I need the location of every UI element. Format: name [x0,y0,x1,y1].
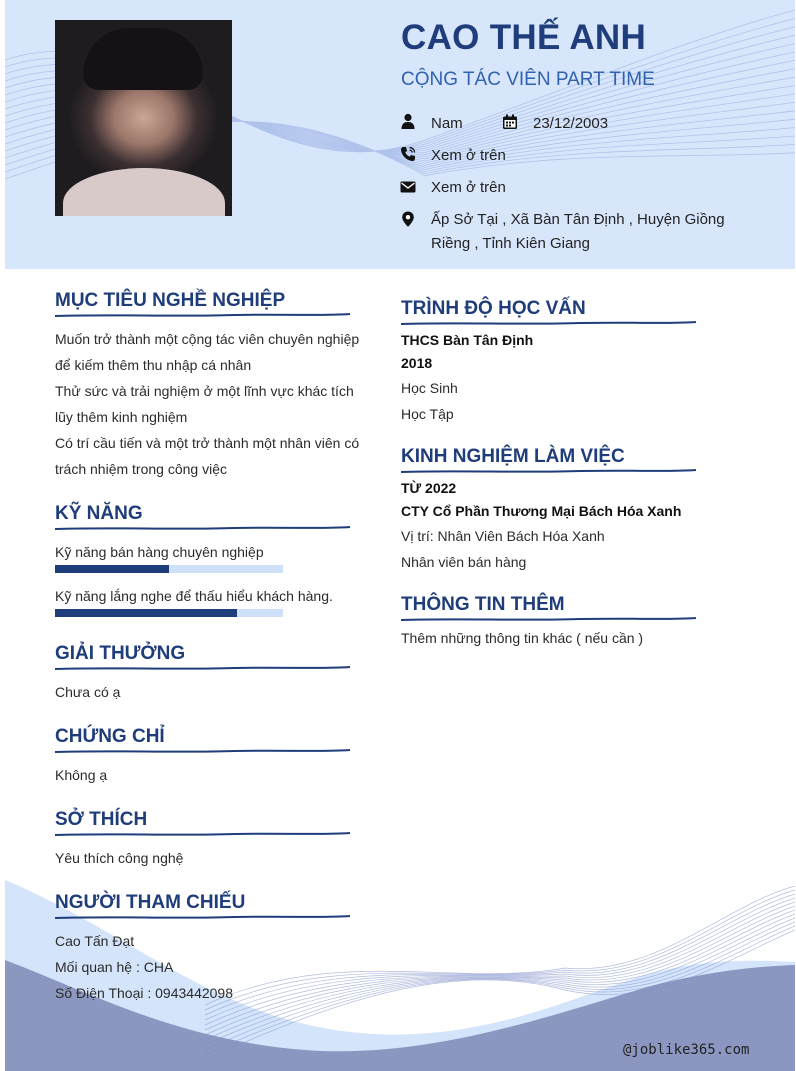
job-title: CỘNG TÁC VIÊN PART TIME [401,69,655,90]
map-pin-icon [400,211,416,227]
candidate-name: CAO THẾ ANH [401,18,647,57]
hobbies-text: Yêu thích công nghệ [55,850,184,866]
calendar-icon [502,114,518,130]
skill-2-bar-fill [55,609,237,617]
objective-underline [55,311,350,319]
watermark: @joblike365.com [623,1042,750,1058]
experience-company: CTY Cổ Phần Thương Mại Bách Hóa Xanh [401,503,682,519]
skill-1-bar [55,565,283,573]
education-title: TRÌNH ĐỘ HỌC VẤN [401,298,586,319]
skill-2-bar [55,609,283,617]
objective-text [55,326,370,482]
objective-title: MỤC TIÊU NGHỀ NGHIỆP [55,290,286,311]
extra-text: Thêm những thông tin khác ( nếu cần ) [401,630,644,646]
awards-underline [55,664,350,672]
experience-title: KINH NGHIỆM LÀM VIỆC [401,446,625,467]
phone-value: Xem ở trên [431,147,506,164]
experience-period: TỪ 2022 [401,480,457,496]
hobbies-underline [55,830,350,838]
reference-relation: Mối quan hệ : CHA [55,959,174,975]
cv-page [5,0,795,1071]
objective-line: Muốn trở thành một cộng tác viên chuyên nghiệp [55,331,360,347]
objective-line: lũy thêm kinh nghiệm [55,409,188,425]
skills-underline [55,524,350,532]
birthdate-value: 23/12/2003 [533,115,609,132]
education-school: THCS Bàn Tân Định [401,332,534,348]
envelope-icon [400,179,416,195]
profile-photo [55,20,232,216]
reference-phone: Số Điện Thoại : 0943442098 [55,985,233,1001]
reference-name: Cao Tấn Đạt [55,933,135,949]
user-icon [400,113,416,129]
experience-desc: Nhân viên bán hàng [401,554,527,570]
references-title: NGƯỜI THAM CHIẾU [55,892,246,913]
objective-line: Thử sức và trải nghiệm ở một lĩnh vực khác tích [55,383,354,399]
objective-line: để kiếm thêm thu nhập cá nhân [55,357,252,373]
address-line-2: Riềng , Tỉnh Kiên Giang [431,235,590,252]
skills-title: KỸ NĂNG [55,503,143,524]
skill-1-label: Kỹ năng bán hàng chuyên nghiệp [55,544,264,560]
experience-position: Vị trí: Nhân Viên Bách Hóa Xanh [401,528,605,544]
references-underline [55,913,350,921]
phone-icon [400,146,416,162]
certificates-title: CHỨNG CHỈ [55,726,165,747]
photo-hoodie-shape [63,168,225,216]
objective-line: Có trí cầu tiến và một trở thành một nhân viên có [55,435,360,451]
photo-hair-shape [83,28,203,90]
extra-title: THÔNG TIN THÊM [401,594,565,615]
email-value: Xem ở trên [431,179,506,196]
skill-1-bar-fill [55,565,169,573]
certificates-underline [55,747,350,755]
education-year: 2018 [401,355,433,371]
education-desc: Học Tập [401,406,454,422]
awards-text: Chưa có ạ [55,684,121,700]
hobbies-title: SỞ THÍCH [55,809,148,830]
awards-title: GIẢI THƯỞNG [55,643,186,664]
skill-2-label: Kỹ năng lắng nghe để thấu hiểu khách hàng. [55,588,333,604]
objective-line: trách nhiệm trong công việc [55,461,227,477]
gender-value: Nam [431,115,463,132]
extra-underline [401,615,696,623]
experience-underline [401,467,696,475]
certificates-text: Không ạ [55,767,108,783]
address-line-1: Ấp Sở Tại , Xã Bàn Tân Định , Huyện Giồng [431,211,725,228]
education-role: Học Sinh [401,380,458,396]
education-underline [401,319,696,327]
